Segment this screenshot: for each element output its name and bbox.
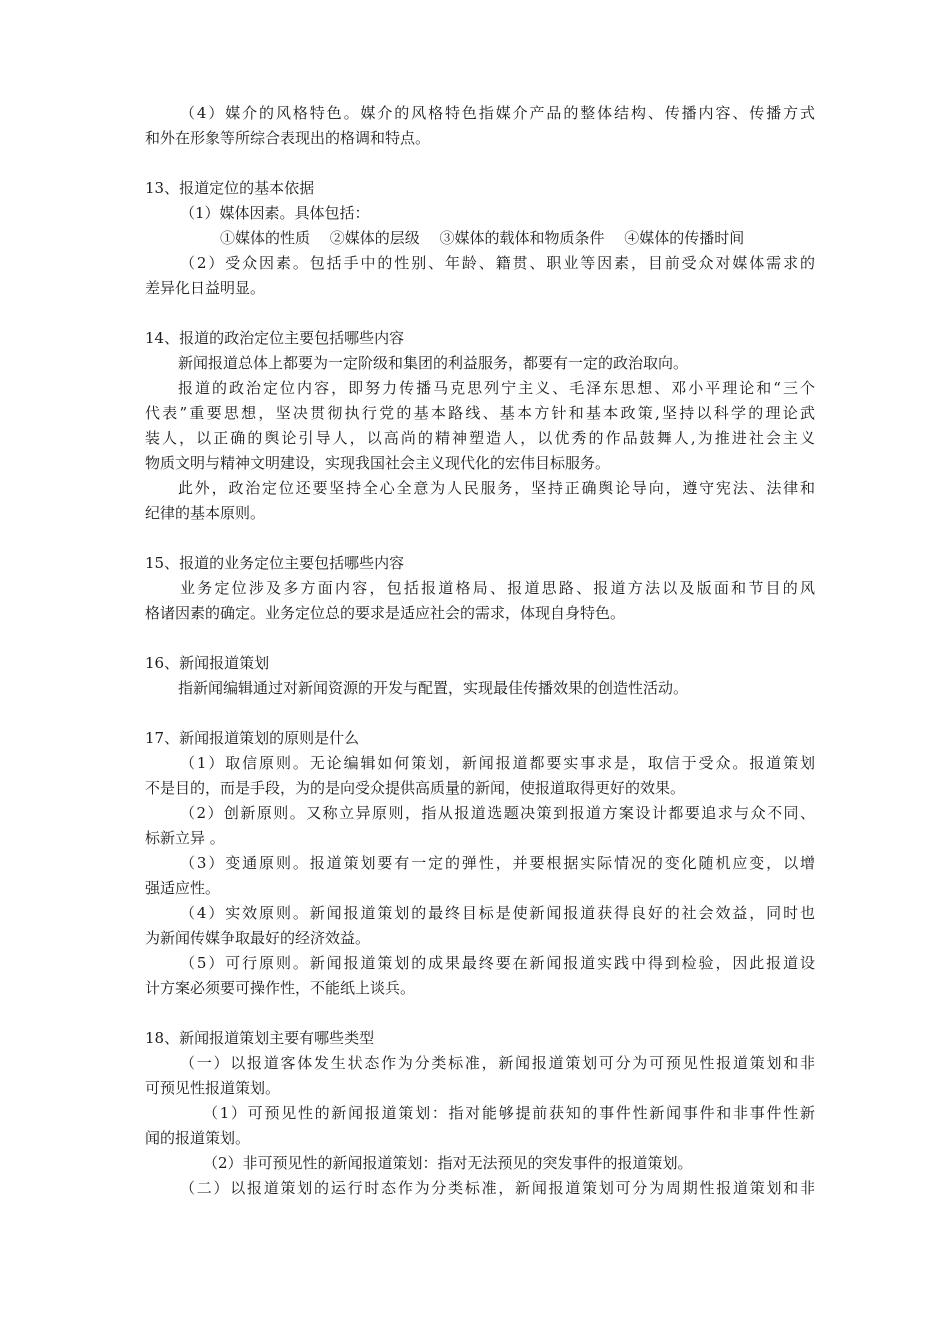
- text-line: （4）实效原则。新闻报道策划的最终目标是使新闻报道获得良好的社会效益，同时也: [180, 904, 815, 922]
- text-line: 可预见性报道策划。: [145, 1079, 281, 1097]
- text-line: 计方案必须要可操作性，不能纸上谈兵。: [145, 979, 416, 997]
- text-line: 代表”重要思想，坚决贯彻执行党的基本路线、基本方针和基本政策,坚持以科学的理论武: [145, 404, 815, 422]
- text-line: （1）取信原则。无论编辑如何策划，新闻报道都要实事求是，取信于受众。报道策划: [180, 754, 815, 772]
- text-line: （2）非可预见性的新闻报道策划：指对无法预见的突发事件的报道策划。: [203, 1154, 693, 1172]
- text-line: （1）媒体因素。具体包括：: [180, 204, 370, 222]
- text-line: （5）可行原则。新闻报道策划的成果最终要在新闻报道实践中得到检验，因此报道设: [180, 954, 815, 972]
- text-line: 纪律的基本原则。: [145, 504, 266, 522]
- text-line: 业务定位涉及多方面内容，包括报道格局、报道思路、报道方法以及版面和节目的风: [180, 579, 815, 597]
- text-line: 17、新闻报道策划的原则是什么: [145, 729, 360, 747]
- text-line: （2）受众因素。包括手中的性别、年龄、籍贯、职业等因素，目前受众对媒体需求的: [180, 254, 815, 272]
- text-line: 不是目的，而是手段，为的是向受众提供高质量的新闻，使报道取得更好的效果。: [145, 779, 686, 797]
- text-line: 此外，政治定位还要坚持全心全意为人民服务，坚持正确舆论导向，遵守宪法、法律和: [178, 479, 815, 497]
- text-line: 闻的报道策划。: [145, 1129, 251, 1147]
- text-line: （4）媒介的风格特色。媒介的风格特色指媒介产品的整体结构、传播内容、传播方式: [180, 104, 815, 122]
- text-line: 差异化日益明显。: [145, 279, 266, 297]
- text-line: 15、报道的业务定位主要包括哪些内容: [145, 554, 405, 572]
- text-line: （一）以报道客体发生状态作为分类标准，新闻报道策划可分为可预见性报道策划和非: [180, 1054, 815, 1072]
- text-line: 强适应性。: [145, 879, 221, 897]
- text-line: （2）创新原则。又称立异原则，指从报道选题决策到报道方案设计都要追求与众不同、: [180, 804, 815, 822]
- text-line: 物质文明与精神文明建设，实现我国社会主义现代化的宏伟目标服务。: [145, 454, 611, 472]
- text-line: （二）以报道策划的运行时态作为分类标准，新闻报道策划可分为周期性报道策划和非: [180, 1179, 815, 1197]
- text-line: （3）变通原则。报道策划要有一定的弹性，并要根据实际情况的变化随机应变，以增: [180, 854, 815, 872]
- text-line: ①媒体的性质 ②媒体的层级 ③媒体的载体和物质条件 ④媒体的传播时间: [220, 229, 745, 247]
- text-line: 18、新闻报道策划主要有哪些类型: [145, 1029, 375, 1047]
- text-line: 格诸因素的确定。业务定位总的要求是适应社会的需求，体现自身特色。: [145, 604, 626, 622]
- text-line: 指新闻编辑通过对新闻资源的开发与配置，实现最佳传播效果的创造性活动。: [178, 679, 689, 697]
- text-line: 14、报道的政治定位主要包括哪些内容: [145, 329, 405, 347]
- text-line: 13、报道定位的基本依据: [145, 179, 315, 197]
- text-line: 标新立异 。: [145, 829, 225, 847]
- text-line: 和外在形象等所综合表现出的格调和特点。: [145, 129, 431, 147]
- text-line: 为新闻传媒争取最好的经济效益。: [145, 929, 371, 947]
- text-line: 新闻报道总体上都要为一定阶级和集团的利益服务，都要有一定的政治取向。: [178, 354, 689, 372]
- text-line: 16、新闻报道策划: [145, 654, 270, 672]
- text-line: 报道的政治定位内容，即努力传播马克思列宁主义、毛泽东思想、邓小平理论和“三个: [178, 379, 815, 397]
- text-line: （1）可预见性的新闻报道策划：指对能够提前获知的事件性新闻事件和非事件性新: [203, 1104, 815, 1122]
- text-line: 装人，以正确的舆论引导人，以高尚的精神塑造人，以优秀的作品鼓舞人,为推进社会主义: [145, 429, 815, 447]
